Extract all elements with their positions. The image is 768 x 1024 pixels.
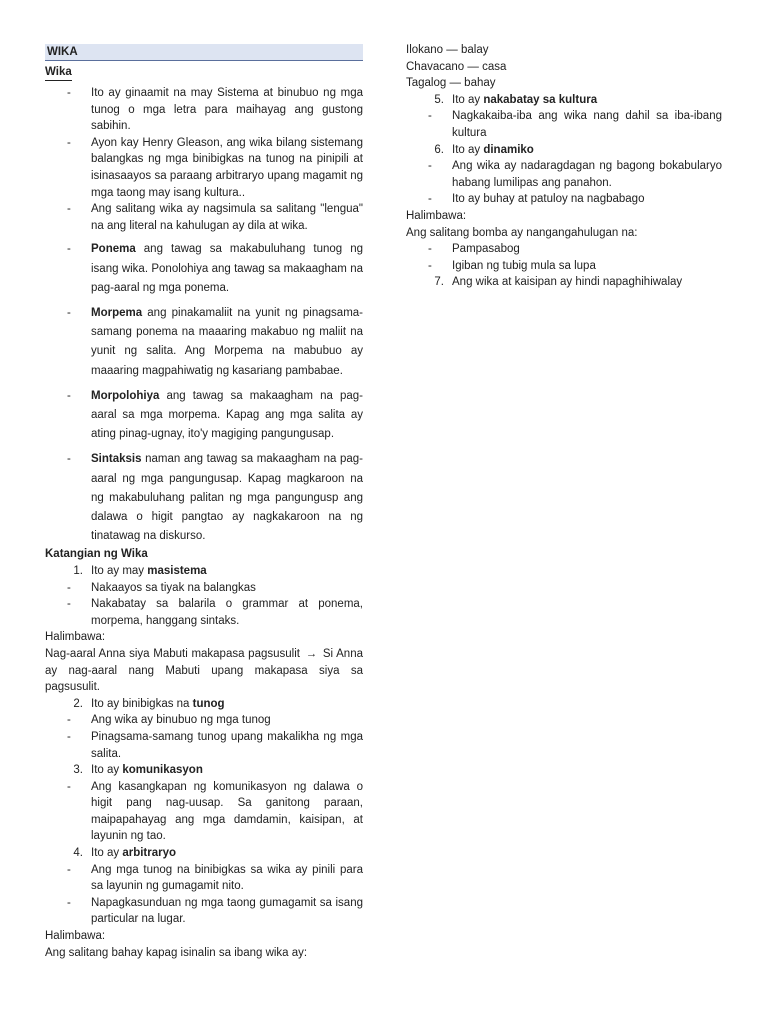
term-item-morpema	[45, 304, 363, 381]
dash-marker: -	[428, 259, 432, 272]
item-number: 6.	[434, 143, 444, 156]
dash-marker: -	[67, 714, 71, 727]
bullet-text: Ang wika ay binubuo ng mga tunog	[91, 714, 271, 727]
numbered-item	[45, 762, 363, 779]
term-item-sintaksis	[45, 450, 363, 546]
dash-marker: -	[428, 160, 432, 173]
arrow-right-icon: →	[305, 647, 318, 660]
item-prefix: Ito ay	[91, 847, 123, 860]
dash-marker: -	[67, 389, 71, 402]
item-text: Ang wika at kaisipan ay hindi napaghihiwalay	[452, 276, 683, 289]
list-item	[406, 191, 722, 208]
dash-marker: -	[67, 243, 71, 256]
list-item	[45, 596, 363, 629]
item-number: 5.	[434, 93, 444, 106]
list-item	[45, 85, 363, 135]
dash-marker: -	[67, 306, 71, 319]
list-item	[45, 862, 363, 895]
term-definition: ang tawag sa makabuluhang tunog ng isang wika. Ponolohiya ang tawag sa makaagham na pag-aaral ng mga ponema.	[91, 243, 363, 294]
list-item	[45, 135, 363, 201]
bullet-text: Nagkakaiba-iba ang wika nang dahil sa iba-ibang kultura	[452, 110, 722, 139]
item-text	[91, 563, 363, 580]
bullet-text: Ang salitang wika ay nagsimula sa salitang "lengua" na ang literal na kahulugan ay dila at wika.	[91, 203, 363, 232]
term-definition: ang pinakamaliit na yunit ng pinagsama-samang ponema na maaaring makabuo ng maliit na yunit ng salita. Ang Morpema na mabubuo ay maaaring magpahiwatig ng kasariang pambabae.	[91, 306, 363, 377]
dash-marker: -	[67, 598, 71, 611]
item-text	[91, 845, 363, 862]
example-sentence: Nag-aaral Anna siya Mabuti makapasa pagsusulit	[45, 647, 300, 660]
item-number: 7.	[434, 276, 444, 289]
list-item	[406, 158, 722, 191]
heading-wika	[45, 64, 363, 81]
example-label: Halimbawa:	[45, 930, 106, 943]
term-text	[91, 240, 363, 298]
list-item	[406, 258, 722, 275]
example-label: Halimbawa:	[406, 209, 467, 222]
item-keyword: dinamiko	[483, 143, 534, 156]
term-label: Morpolohiya	[91, 389, 160, 402]
item-prefix: Ito ay may	[91, 564, 148, 577]
list-item	[406, 108, 722, 141]
term-item-morpolohiya	[45, 387, 363, 445]
dash-marker: -	[67, 581, 71, 594]
left-body	[45, 64, 363, 961]
numbered-item	[406, 142, 722, 159]
list-item	[45, 201, 363, 234]
section-banner: WIKA	[45, 44, 363, 61]
heading-wika-text: Wika	[45, 65, 72, 81]
numbered-item	[406, 274, 722, 291]
dash-marker: -	[67, 863, 71, 876]
right-column	[406, 42, 722, 291]
dash-marker: -	[428, 193, 432, 206]
translation-line: Tagalog — bahay	[406, 77, 496, 90]
heading-katangian-text: Katangian ng Wika	[45, 548, 148, 561]
item-number: 1.	[73, 564, 83, 577]
dash-marker: -	[67, 730, 71, 743]
item-keyword: komunikasyon	[122, 764, 203, 777]
bullet-text: Pampasabog	[452, 243, 520, 256]
numbered-item	[406, 92, 722, 109]
translation-line: Ilokano — balay	[406, 44, 489, 56]
term-definition: naman ang tawag sa makaagham na pag-aaral ng mga pangungusap. Kapag magkaroon na ng makabuluhang palitan ng mga pangungusp ang dalawa o higit pangtao ay nagkakaroon na ng tinatawag na diskurso.	[91, 453, 363, 543]
dash-marker: -	[67, 780, 71, 793]
item-text	[452, 142, 722, 159]
term-item-ponema	[45, 240, 363, 298]
bullet-text: Ito ay ginaamit na may Sistema at binubuo ng mga tunog o mga letra para maihayag ang gustong sabihin.	[91, 87, 363, 133]
bullet-text: Nakaayos sa tiyak na balangkas	[91, 581, 256, 594]
numbered-item	[45, 696, 363, 713]
bullet-text: Ang mga tunog na binibigkas sa wika ay pinili para sa layunin ng gumagamit nito.	[91, 863, 363, 893]
term-label: Sintaksis	[91, 453, 142, 466]
dash-marker: -	[67, 896, 71, 909]
term-text	[91, 304, 363, 381]
translation-line: Chavacano — casa	[406, 60, 507, 73]
bullet-text: Igiban ng tubig mula sa lupa	[452, 259, 596, 272]
item-keyword: nakabatay sa kultura	[483, 93, 598, 106]
heading-katangian	[45, 546, 363, 563]
item-prefix: Ito ay	[452, 143, 484, 156]
bullet-text: Ang kasangkapan ng komunikasyon ng dalawa o higit pang nag-uusap. Sa ganitong paraan, maipapahayag ang mga damdamin, kaisipan, at layunin ng tao.	[91, 780, 363, 843]
example-correction: Si Anna ay nag-aaral nang Mabuti upang makapasa siya sa pagsusulit.	[45, 647, 363, 694]
dash-marker: -	[67, 453, 71, 466]
example-paragraph: Ang salitang bahay kapag isinalin sa ibang wika ay:	[45, 946, 308, 959]
item-number: 4.	[73, 847, 83, 860]
item-prefix: Ito ay	[452, 93, 484, 106]
list-item	[45, 729, 363, 762]
term-label: Morpema	[91, 306, 143, 319]
item-prefix: Ito ay binibigkas na	[91, 697, 193, 710]
dash-marker: -	[67, 87, 71, 99]
numbered-item	[45, 563, 363, 580]
list-item	[45, 712, 363, 729]
term-label: Ponema	[91, 243, 136, 256]
example-label: Halimbawa:	[45, 631, 106, 644]
list-item	[45, 779, 363, 845]
example-paragraph: Ang salitang bomba ay nangangahulugan na:	[406, 226, 638, 239]
bullet-text: Ang wika ay nadaragdagan ng bagong bokabularyo habang lumilipas ang panahon.	[452, 160, 722, 189]
term-text	[91, 387, 363, 445]
example-paragraph	[45, 646, 363, 696]
term-definition: ang tawag sa makaagham na pag-aaral sa mga morpema. Kapag ang mga salita ay ating pinag-ugnay, ito'y magiging pangungusap.	[91, 389, 363, 441]
item-number: 3.	[73, 764, 83, 777]
dash-marker: -	[428, 110, 432, 123]
bullet-text: Ayon kay Henry Gleason, ang wika bilang sistemang balangkas ng mga binibigkas na tunog na pinipili at isinasaayos sa paraang arbitraryo upang magamit ng mga taong may isang kultura..	[91, 136, 363, 199]
item-number: 2.	[73, 697, 83, 710]
dash-marker: -	[67, 203, 71, 216]
list-item	[406, 241, 722, 258]
item-text	[452, 92, 722, 109]
bullet-text: Nakabatay sa balarila o grammar at ponema, morpema, hanggang sintaks.	[91, 598, 363, 627]
list-item	[45, 895, 363, 928]
term-text	[91, 450, 363, 546]
numbered-item	[45, 845, 363, 862]
bullet-text: Pinagsama-samang tunog upang makalikha ng mga salita.	[91, 730, 363, 760]
item-keyword: masistema	[147, 564, 207, 577]
item-keyword: tunog	[192, 697, 225, 710]
item-keyword: arbitraryo	[122, 847, 177, 860]
list-item	[45, 580, 363, 597]
dash-marker: -	[67, 136, 71, 149]
item-text	[91, 696, 363, 713]
bullet-text: Ito ay buhay at patuloy na nagbabago	[452, 193, 645, 206]
item-text	[91, 762, 363, 779]
bullet-text: Napagkasunduan ng mga taong gumagamit sa isang particular na lugar.	[91, 896, 363, 926]
item-prefix: Ito ay	[91, 764, 123, 777]
dash-marker: -	[428, 243, 432, 256]
